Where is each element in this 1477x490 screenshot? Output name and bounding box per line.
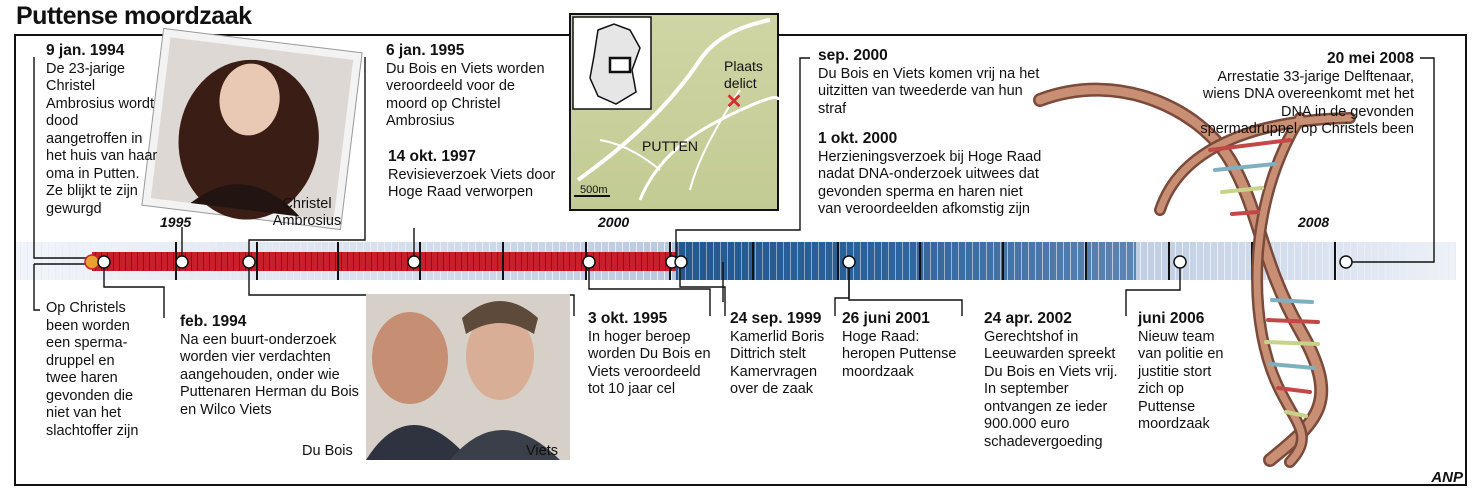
anp-logo: ANP: [1431, 469, 1463, 486]
event-sperm-found: [46, 300, 146, 440]
dubois-caption: Du Bois: [302, 443, 353, 459]
event-text: Herzieningsverzoek bij Hoge Raad nadat DNA-onderzoek uitwees dat gevonden sperma en haren niet van veroordeelden afkomstig zijn: [818, 148, 1042, 217]
map-scale-label: 500m: [580, 184, 608, 196]
event-date: juni 2006: [1138, 310, 1205, 327]
svg-text:✕: ✕: [725, 91, 743, 113]
event-date: 1 okt. 2000: [818, 130, 898, 147]
map-crime-label: Plaats delict: [724, 58, 763, 91]
viets-caption: Viets: [526, 443, 558, 459]
event-date: 24 apr. 2002: [984, 310, 1072, 327]
event-text: De 23-jarige Christel Ambrosius wordt dood aangetroffen in het huis van haar oma in Putten. Ze blijkt te zijn gewurgd: [46, 60, 158, 217]
event-juni-2006: [1138, 310, 1238, 434]
event-26-juni-2001: [842, 310, 960, 381]
event-date: sep. 2000: [818, 47, 888, 64]
map-place-label: PUTTEN: [642, 138, 698, 154]
event-text: Du Bois en Viets worden veroordeeld voor de moord op Christel Ambrosius: [386, 60, 545, 129]
event-24-apr-2002: [984, 310, 1124, 451]
year-label-2000: 2000: [598, 214, 630, 230]
event-date: 20 mei 2008: [1326, 50, 1414, 67]
event-text: Hoge Raad: heropen Puttense moordzaak: [842, 328, 957, 380]
event-text: Gerechtshof in Leeuwarden spreekt Du Bois en Viets vrij. In september ontvangen ze ieder 900.000 euro schadevergoeding: [984, 328, 1118, 450]
event-20-mei-2008: [1190, 50, 1414, 139]
christel-caption: Christel Ambrosius: [272, 196, 342, 229]
year-label-1995: 1995: [160, 214, 192, 230]
event-text: Arrestatie 33-jarige Delftenaar, wiens DNA overeenkomt met het DNA in de gevonden spermadruppel op Christels been: [1200, 68, 1414, 137]
event-text: Kamerlid Boris Dittrich stelt Kamervragen over de zaak: [730, 328, 825, 397]
event-feb-1994: [180, 313, 360, 419]
event-date: 6 jan. 1995: [386, 42, 465, 59]
event-3-okt-1995: [588, 310, 716, 399]
event-sep-2000: [818, 47, 1048, 118]
event-1-okt-2000: [818, 130, 1048, 219]
event-text: Revisieverzoek Viets door Hoge Raad verworpen: [388, 166, 556, 200]
event-text: In hoger beroep worden Du Bois en Viets veroordeeld tot 10 jaar cel: [588, 328, 711, 397]
event-date: feb. 1994: [180, 313, 247, 330]
page-title: Puttense moordzaak: [16, 2, 252, 30]
event-date: 24 sep. 1999: [730, 310, 822, 327]
event-text: Op Christels been worden een sperma-druppel en twee haren gevonden die niet van het slachtoffer zijn: [46, 300, 139, 439]
map-inset: [570, 14, 778, 210]
event-text: Na een buurt-onderzoek worden vier verdachten aangehouden, onder wie Puttenaren Herman du Bois en Wilco Viets: [180, 331, 359, 418]
event-date: 3 okt. 1995: [588, 310, 668, 327]
event-date: 9 jan. 1994: [46, 42, 125, 59]
event-date: 26 juni 2001: [842, 310, 930, 327]
event-date: 14 okt. 1997: [388, 148, 476, 165]
suspects-photo: [366, 294, 570, 460]
event-text: Du Bois en Viets komen vrij na het uitzitten van tweederde van hun straf: [818, 65, 1040, 117]
year-label-2008: 2008: [1298, 214, 1330, 230]
event-9-jan-1994: [46, 42, 158, 218]
event-24-sep-1999: [730, 310, 830, 399]
event-14-okt-1997: [388, 148, 558, 202]
event-text: Nieuw team van politie en justitie stort zich op Puttense moordzaak: [1138, 328, 1224, 432]
event-6-jan-1995: [386, 42, 556, 131]
